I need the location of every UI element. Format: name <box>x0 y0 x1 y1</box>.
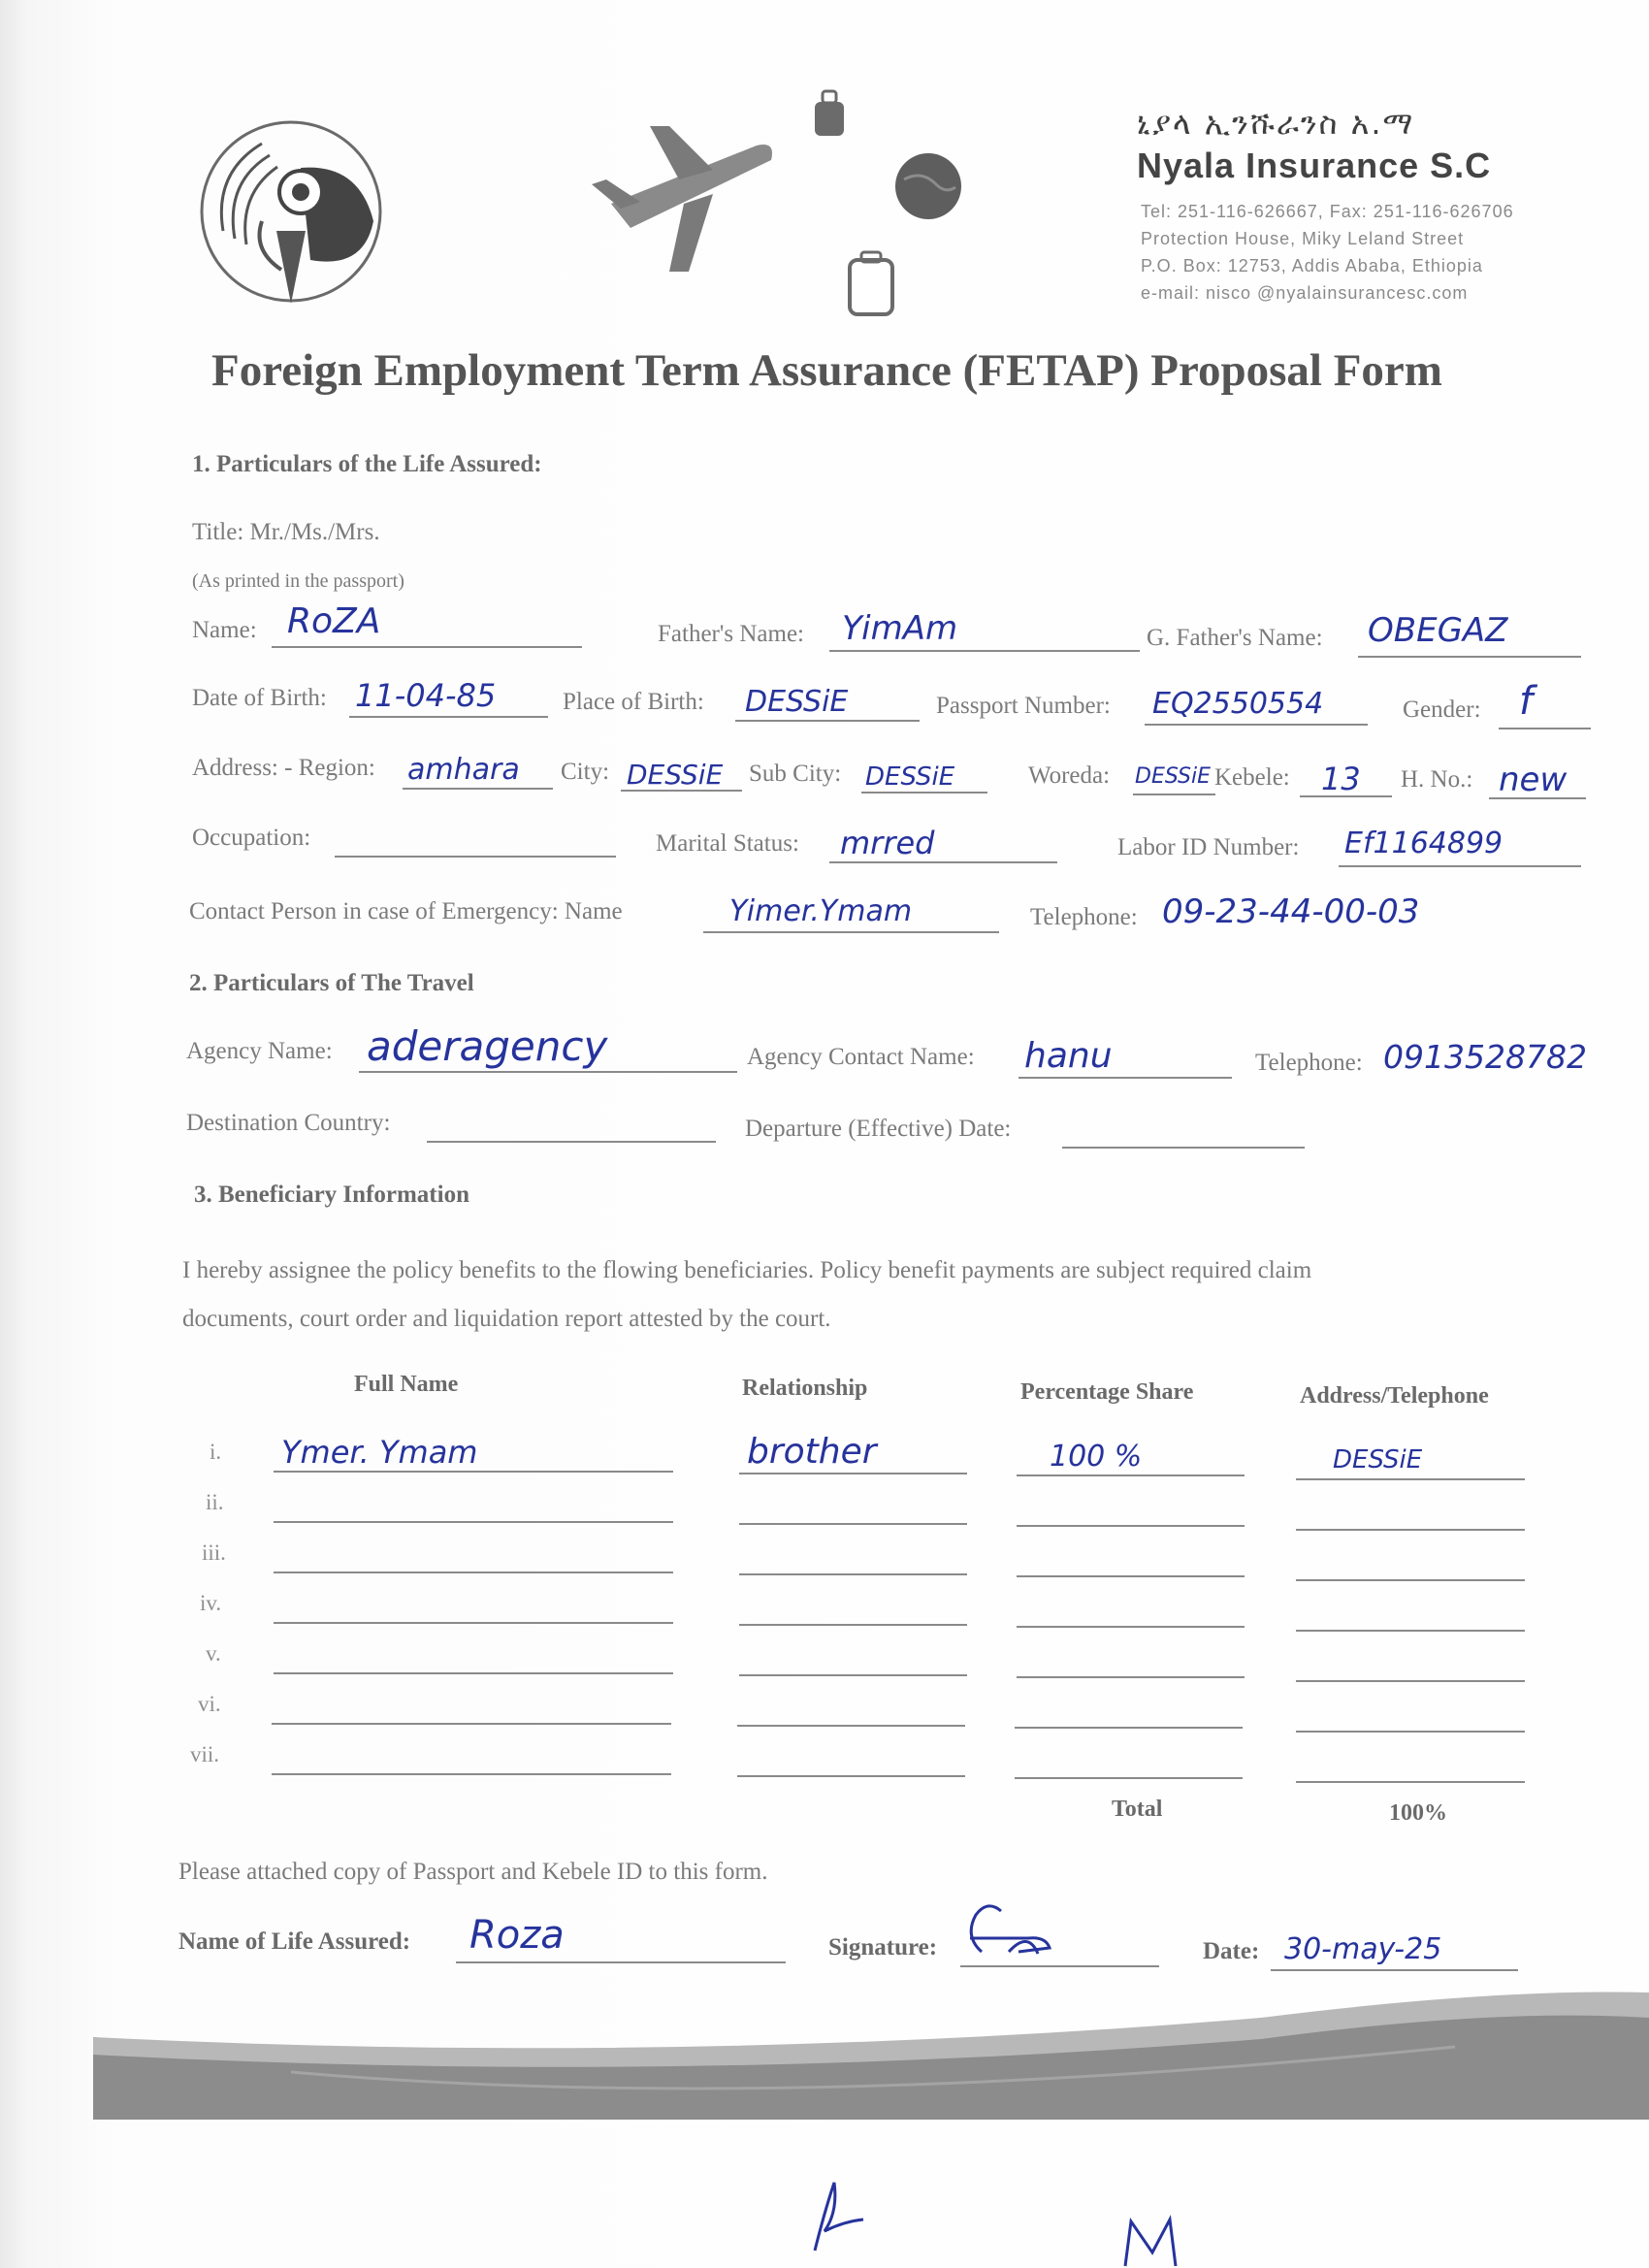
full-name-line <box>272 1773 671 1775</box>
beneficiary-share[interactable]: 100 % <box>1050 1440 1143 1474</box>
address-line <box>1296 1680 1525 1682</box>
date-value[interactable]: 30-may-25 <box>1284 1932 1442 1966</box>
total-value: 100% <box>1389 1800 1447 1826</box>
relationship-line <box>739 1473 967 1474</box>
kebele-label: Kebele: <box>1214 764 1290 791</box>
dob-value[interactable]: 11-04-85 <box>355 677 497 714</box>
name-value[interactable]: RoZA <box>287 601 381 641</box>
departure-date-label: Departure (Effective) Date: <box>745 1116 1012 1142</box>
company-tel: Tel: 251-116-626667, Fax: 251-116-626706 <box>1141 202 1514 221</box>
relationship-line <box>739 1624 967 1626</box>
marital-status-label: Marital Status: <box>656 830 799 857</box>
row-number: vi. <box>198 1692 221 1716</box>
city-label: City: <box>561 759 610 785</box>
emergency-contact-label: Contact Person in case of Emergency: Name <box>189 898 623 924</box>
column-address-telephone: Address/Telephone <box>1300 1383 1489 1409</box>
address-line <box>1296 1478 1525 1480</box>
share-line <box>1017 1525 1245 1527</box>
gfather-name-line <box>1358 656 1581 658</box>
company-address-street: Protection House, Miky Leland Street <box>1141 229 1465 248</box>
address-line <box>1296 1529 1525 1531</box>
row-number: vii. <box>190 1742 220 1766</box>
section3-heading: 3. Beneficiary Information <box>194 1182 469 1208</box>
gender-line <box>1499 728 1591 729</box>
subcity-value[interactable]: DESSiE <box>865 762 955 792</box>
beneficiary-full-name[interactable]: Ymer. Ymam <box>281 1434 478 1471</box>
city-value[interactable]: DESSiE <box>627 759 724 791</box>
agency-telephone-label: Telephone: <box>1255 1050 1363 1076</box>
luggage-icon <box>846 250 896 318</box>
father-name-line <box>829 650 1140 652</box>
column-relationship: Relationship <box>742 1376 868 1401</box>
column-percentage-share: Percentage Share <box>1020 1379 1194 1405</box>
occupation-label: Occupation: <box>192 825 311 851</box>
pob-label: Place of Birth: <box>563 689 704 715</box>
relationship-line <box>739 1523 967 1525</box>
company-name-amharic: ኒያላ ኢንሹራንስ አ.ማ <box>1137 105 1415 142</box>
occupation-line <box>335 856 616 858</box>
life-assured-line <box>456 1961 786 1963</box>
labor-id-label: Labor ID Number: <box>1117 834 1300 860</box>
section2-heading: 2. Particulars of The Travel <box>189 970 474 996</box>
full-name-line <box>274 1471 673 1473</box>
nyala-logo <box>194 114 388 308</box>
labor-id-line <box>1339 865 1581 867</box>
beneficiary-statement-line1: I hereby assignee the policy benefits to the flowing beneficiaries. Policy benefit payments are subject required claim <box>182 1257 1312 1283</box>
signature-scribble <box>960 1897 1067 1965</box>
company-email: e-mail: nisco @nyalainsurancesc.com <box>1141 283 1469 303</box>
company-name: Nyala Insurance S.C <box>1137 146 1492 185</box>
full-name-line <box>274 1521 673 1523</box>
total-label: Total <box>1112 1797 1163 1822</box>
row-number: iv. <box>200 1591 222 1615</box>
name-line <box>272 646 582 648</box>
date-line <box>1271 1969 1518 1971</box>
row-number: iii. <box>202 1540 226 1565</box>
passport-number-label: Passport Number: <box>936 693 1111 719</box>
signature-label: Signature: <box>828 1934 938 1960</box>
full-name-line <box>274 1672 673 1674</box>
bag-icon <box>810 87 849 141</box>
woreda-value[interactable]: DESSiE <box>1135 764 1211 789</box>
gender-value[interactable]: f <box>1519 679 1534 724</box>
airplane-icon <box>592 126 786 272</box>
relationship-line <box>737 1775 965 1777</box>
departure-date-line <box>1062 1147 1305 1149</box>
relationship-line <box>739 1674 967 1676</box>
share-line <box>1017 1575 1245 1577</box>
attach-note: Please attached copy of Passport and Kebele ID to this form. <box>178 1859 768 1885</box>
share-line <box>1017 1676 1245 1678</box>
subcity-line <box>861 792 987 794</box>
emergency-telephone-value[interactable]: 09-23-44-00-03 <box>1162 892 1420 931</box>
agency-name-label: Agency Name: <box>186 1038 333 1064</box>
agency-contact-line <box>1018 1077 1232 1079</box>
address-line <box>1296 1781 1525 1783</box>
pob-line <box>735 720 920 722</box>
passport-number-line <box>1145 724 1368 726</box>
hno-value[interactable]: new <box>1499 761 1568 799</box>
labor-id-value[interactable]: Ef1164899 <box>1344 826 1504 860</box>
hno-label: H. No.: <box>1401 766 1473 793</box>
relationship-line <box>739 1573 967 1575</box>
emergency-contact-line <box>703 931 999 933</box>
marital-status-line <box>829 861 1057 863</box>
footer-wave-band <box>0 1979 1649 2124</box>
column-full-name: Full Name <box>354 1372 459 1397</box>
passport-number-value[interactable]: EQ2550554 <box>1152 687 1324 721</box>
agency-name-value[interactable]: aderagency <box>367 1022 608 1070</box>
destination-country-line <box>427 1141 716 1143</box>
row-number: i. <box>210 1440 222 1464</box>
region-label: Address: - Region: <box>192 755 375 781</box>
initials-mark-m <box>1116 2212 1193 2268</box>
agency-telephone-value[interactable]: 0913528782 <box>1383 1038 1587 1076</box>
address-line <box>1296 1579 1525 1581</box>
life-assured-value[interactable]: Roza <box>469 1913 565 1958</box>
date-label: Date: <box>1203 1938 1260 1964</box>
share-line <box>1015 1777 1243 1779</box>
share-line <box>1015 1727 1243 1729</box>
share-line <box>1017 1474 1245 1476</box>
gfather-name-value[interactable]: OBEGAZ <box>1368 611 1508 650</box>
subcity-label: Sub City: <box>749 761 842 787</box>
father-name-label: Father's Name: <box>658 621 804 647</box>
address-line <box>1296 1731 1525 1733</box>
row-number: ii. <box>206 1490 224 1514</box>
agency-contact-value[interactable]: hanu <box>1024 1036 1113 1076</box>
full-name-line <box>274 1622 673 1624</box>
emergency-contact-value[interactable]: Yimer.Ymam <box>729 894 913 928</box>
full-name-line <box>274 1571 673 1573</box>
woreda-label: Woreda: <box>1028 762 1111 789</box>
section1-heading: 1. Particulars of the Life Assured: <box>192 451 542 477</box>
dob-label: Date of Birth: <box>192 685 327 711</box>
agency-contact-label: Agency Contact Name: <box>747 1044 975 1070</box>
form-title: Foreign Employment Term Assurance (FETAP) Proposal Form <box>211 345 1442 396</box>
share-line <box>1017 1626 1245 1628</box>
father-name-value[interactable]: YimAm <box>842 609 958 648</box>
kebele-value[interactable]: 13 <box>1321 761 1361 797</box>
signature-line <box>960 1965 1159 1967</box>
woreda-line <box>1133 794 1215 795</box>
beneficiary-address[interactable]: DESSiE <box>1333 1445 1423 1474</box>
row-number: v. <box>206 1641 221 1666</box>
company-address-box: P.O. Box: 12753, Addis Ababa, Ethiopia <box>1141 256 1483 275</box>
name-label: Name: <box>192 617 257 643</box>
gfather-name-label: G. Father's Name: <box>1147 625 1323 651</box>
beneficiary-statement-line2: documents, court order and liquidation report attested by the court. <box>182 1306 831 1332</box>
full-name-line <box>272 1723 671 1725</box>
globe-icon <box>892 150 965 223</box>
destination-country-label: Destination Country: <box>186 1110 391 1136</box>
life-assured-label: Name of Life Assured: <box>178 1928 411 1955</box>
agency-name-line <box>359 1071 737 1073</box>
marital-status-value[interactable]: mrred <box>840 825 935 861</box>
region-line <box>403 788 553 790</box>
beneficiary-relationship[interactable]: brother <box>747 1432 877 1472</box>
emergency-telephone-label: Telephone: <box>1030 904 1138 930</box>
title-label: Title: Mr./Ms./Mrs. <box>192 519 380 545</box>
passport-note: (As printed in the passport) <box>192 570 404 592</box>
region-value[interactable]: amhara <box>407 753 520 787</box>
address-line <box>1296 1630 1525 1632</box>
relationship-line <box>737 1725 965 1727</box>
initials-mark <box>795 2173 883 2260</box>
pob-value[interactable]: DESSiE <box>745 685 849 719</box>
dob-line <box>349 716 548 718</box>
gender-label: Gender: <box>1403 697 1481 723</box>
